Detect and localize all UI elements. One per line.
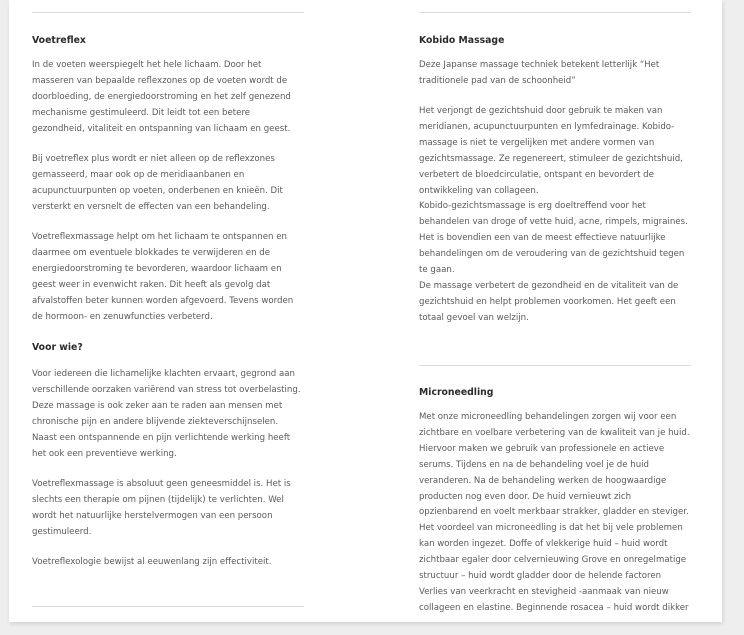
voor-wie-paragraph-2: Voetreflexmassage is absoluut geen geneesmiddel is. Het is slechts een therapie om pijnen (tijdelijk) te verlichten. Wel wordt het natuurlijke herstelvermogen van een persoon gestimuleerd. — [32, 479, 291, 537]
kobido-paragraph-2: Het verjongt de gezichtshuid door gebruik te maken van meridianen, acupunctuurpunten en lymfedrainage. Kobido- massage is niet te vergelijken met andere vormen van gezichtsmassage. Ze regenereert, stimuleer de gezichtshuid, verbetert de bloedcirculatie, ontspant en bevordert de ontwikkeling van collageen. Kobido-gezichtsmassage is erg doeltreffend voor het behandelen van droge of vette huid, acne, rimpels, migraines. Het is bovendien een van de meest effectieve natuurlijke behandelingen om de veroudering van de gezichtshuid tegen te gaan. De massage verbetert de gezondheid en de vitaliteit van de gezichtshuid en helpt problemen voorkomen. Het geeft een totaal gevoel van welzijn. — [419, 106, 688, 323]
voor-wie-heading: Voor wie? — [32, 342, 83, 353]
bottom-divider-left — [32, 606, 304, 607]
kobido-paragraph-1: Deze Japanse massage techniek betekent letterlijk “Het traditionele pad van de schoonheid” — [419, 60, 660, 86]
voor-wie-paragraph-1: Voor iedereen die lichamelijke klachten ervaart, gegrond aan verschillende oorzaken variërend van stress tot overbelasting. Deze massage is ook zeker aan te raden aan mensen met chronische pijn en andere blijvende ziekteverschijnselen. Naast een ontspannende en pijn verlichtende werking heeft het ook een preventieve werking. — [32, 369, 301, 459]
middle-divider-right — [419, 365, 691, 366]
microneedling-paragraph: Met onze microneedling behandelingen zorgen wij voor een zichtbare en voelbare verbetering van de kwaliteit van je huid. Hiervoor maken we gebruik van professionele en actieve serums. Tijdens en na de behandeling voel je de huid veranderen. Na de behandeling werken de hoogwaardige producten nog even door. De huid vernieuwt zich opzienbarend en voelt merkbaar strakker, gladder en steviger. Het voordeel van microneedling is dat het bij vele problemen kan worden ingezet. Doffe of vlekkerige huid – huid wordt zichtbaar egaler door celvernieuwing Grove en onregelmatige structuur – huid wordt gladder door de helende factoren Verlies van veerkracht en stevigheid -aanmaak van nieuw collageen en elastine. Beginnende rosacea – huid wordt dikker — [419, 412, 690, 613]
voetreflex-paragraph-2: Bij voetreflex plus wordt er niet alleen op de reflexzones gemasseerd, maar ook op de meridiaanbanen en acupunctuurpunten op voeten, onderbenen en knieën. Dit versterkt en versnelt de effecten van een behandeling. — [32, 154, 283, 212]
top-divider-right — [419, 12, 691, 13]
voetreflex-heading: Voetreflex — [32, 35, 86, 46]
voetreflex-paragraph-1: In de voeten weerspiegelt het hele lichaam. Door het masseren van bepaalde reflexzones op de voeten wordt de doorbloeding, de energiedoorstroming en het zelf genezend mechanisme gestimuleerd. Dit leidt tot een betere gezondheid, vitaliteit en ontspanning van lichaam en geest. — [32, 60, 291, 134]
content-card — [9, 0, 722, 622]
voor-wie-paragraph-3: Voetreflexologie bewijst al eeuwenlang zijn effectiviteit. — [32, 557, 272, 567]
voetreflex-paragraph-3: Voetreflexmassage helpt om het lichaam te ontspannen en daarmee om eventuele blokkades te verwijderen en de energiedoorstroming te bevorderen, waardoor lichaam en geest weer in evenwicht raken. Dit heeft als gevolg dat afvalstoffen beter kunnen worden afgevoerd. Tevens worden de hormoon- en zenuwfuncties verbeterd. — [32, 232, 294, 322]
microneedling-heading: Microneedling — [419, 387, 494, 398]
kobido-heading: Kobido Massage — [419, 35, 505, 46]
top-divider-left — [32, 12, 304, 13]
